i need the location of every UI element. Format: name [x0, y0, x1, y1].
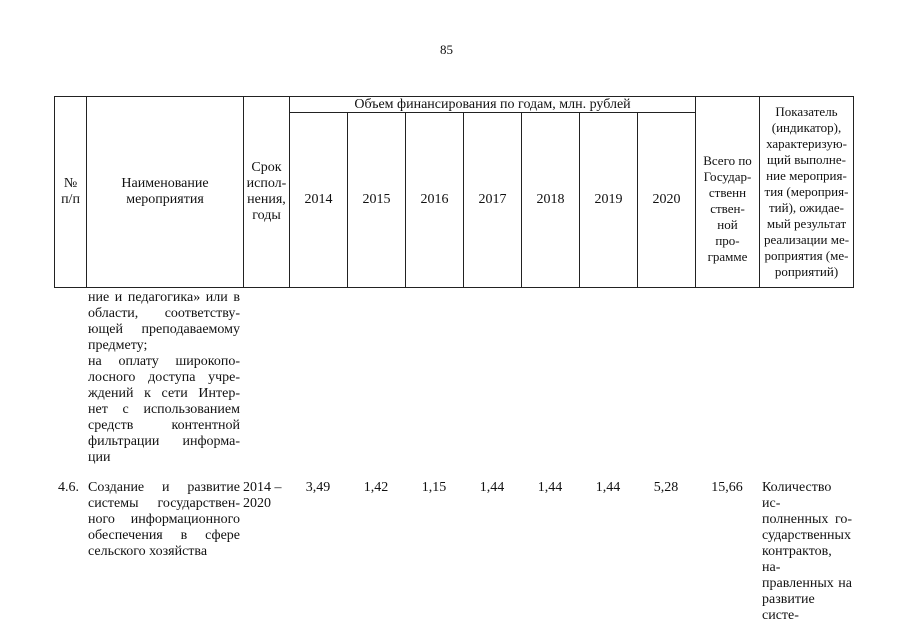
header-indicator-line: тий), ожидае-	[768, 200, 845, 215]
header-year-2016	[405, 113, 463, 288]
text-line: средств контентной	[88, 418, 240, 433]
text-line: ного информационного	[88, 512, 240, 527]
header-name-line: мероприятия	[126, 192, 204, 207]
text-line: 2020	[243, 496, 271, 511]
year-label: 2018	[536, 192, 565, 207]
year-label: 2016	[420, 192, 449, 207]
header-indicator-cell	[759, 96, 854, 288]
value-total: 15,66	[711, 480, 743, 495]
header-num-line: №	[63, 176, 78, 191]
text-line: сельского хозяйства	[88, 544, 208, 559]
header-term-cell	[243, 96, 289, 288]
text-line: ции	[88, 450, 111, 465]
year-label: 2017	[478, 192, 507, 207]
text-line: Количество ис-	[762, 480, 832, 511]
text-line: фильтрации информа-	[88, 434, 240, 449]
value-2018: 1,44	[537, 480, 563, 495]
header-name-cell	[86, 96, 243, 288]
text-line: ющей преподаваемому	[88, 322, 240, 337]
row-number: 4.6.	[58, 480, 79, 495]
text-line: обеспечения в сфере	[88, 528, 240, 543]
continuation-text	[88, 290, 240, 466]
header-year-2015	[347, 113, 405, 288]
header-indicator-line: роприятия (ме-	[764, 248, 849, 263]
header-year-2014	[289, 113, 347, 288]
year-label: 2019	[594, 192, 623, 207]
text-line: контрактов, на-	[762, 544, 832, 575]
header-total-line: Всего по	[703, 153, 752, 168]
header-total-line: ствен-	[710, 201, 745, 216]
header-total-cell	[695, 96, 759, 288]
header-indicator-line: тия (мероприя-	[764, 184, 849, 199]
header-indicator-line: реализации ме-	[763, 232, 850, 247]
year-label: 2015	[362, 192, 391, 207]
value-2014: 3,49	[305, 480, 331, 495]
header-total-line: ственн	[708, 185, 747, 200]
header-year-2017	[463, 113, 521, 288]
header-indicator-line: мый результат	[766, 216, 847, 231]
value-2019: 1,44	[595, 480, 621, 495]
text-line: нет с использованием	[88, 402, 240, 417]
year-label: 2014	[304, 192, 333, 207]
text-line: системы государствен-	[88, 496, 240, 511]
text-line: правленных на	[762, 576, 852, 591]
header-term-line: испол-	[246, 176, 287, 191]
header-indicator-line: (индикатор),	[771, 120, 842, 135]
value-2016: 1,15	[421, 480, 447, 495]
header-indicator-line: роприятий)	[774, 264, 839, 279]
text-line: ние и педагогика» или в	[88, 290, 240, 305]
row-term	[243, 480, 291, 512]
header-num-cell	[54, 96, 86, 288]
text-line: Создание и развитие	[88, 480, 240, 495]
header-term-line: Срок	[251, 160, 282, 175]
value-2015: 1,42	[363, 480, 389, 495]
text-line: развитие систе-	[762, 592, 815, 623]
header-term-line: годы	[252, 208, 281, 223]
header-year-2018	[521, 113, 579, 288]
header-funding-title	[289, 96, 695, 113]
text-line: на оплату широкопо-	[88, 354, 240, 369]
text-line: сударственных	[762, 528, 851, 543]
text-line: предмету;	[88, 338, 148, 353]
header-funding-text: Объем финансирования по годам, млн. рублей	[354, 96, 631, 112]
page-number: 85	[440, 42, 453, 57]
header-total-line: про-	[715, 233, 740, 248]
text-line: ждений к сети Интер-	[88, 386, 240, 401]
text-line: полненных го-	[762, 512, 852, 527]
header-term-line: нения,	[247, 192, 286, 207]
value-2017: 1,44	[479, 480, 505, 495]
header-year-2020	[637, 113, 695, 288]
header-indicator-line: ние мероприя-	[766, 168, 847, 183]
header-name-line: Наименование	[121, 176, 209, 191]
row-indicator	[762, 480, 852, 624]
header-indicator-line: характеризую-	[766, 136, 847, 151]
text-line: 2014 –	[243, 480, 282, 495]
row-name	[88, 480, 240, 560]
header-indicator-line: Показатель	[775, 104, 838, 119]
header-total-line: ной	[717, 217, 738, 232]
year-label: 2020	[652, 192, 681, 207]
value-2020: 5,28	[653, 480, 679, 495]
header-year-2019	[579, 113, 637, 288]
header-num-line: п/п	[61, 192, 80, 207]
text-line: лосного доступа учре-	[88, 370, 240, 385]
header-total-line: Государ-	[703, 169, 752, 184]
header-total-line: грамме	[707, 249, 748, 264]
text-line: области, соответству-	[88, 306, 240, 321]
header-indicator-line: щий выполне-	[767, 152, 846, 167]
